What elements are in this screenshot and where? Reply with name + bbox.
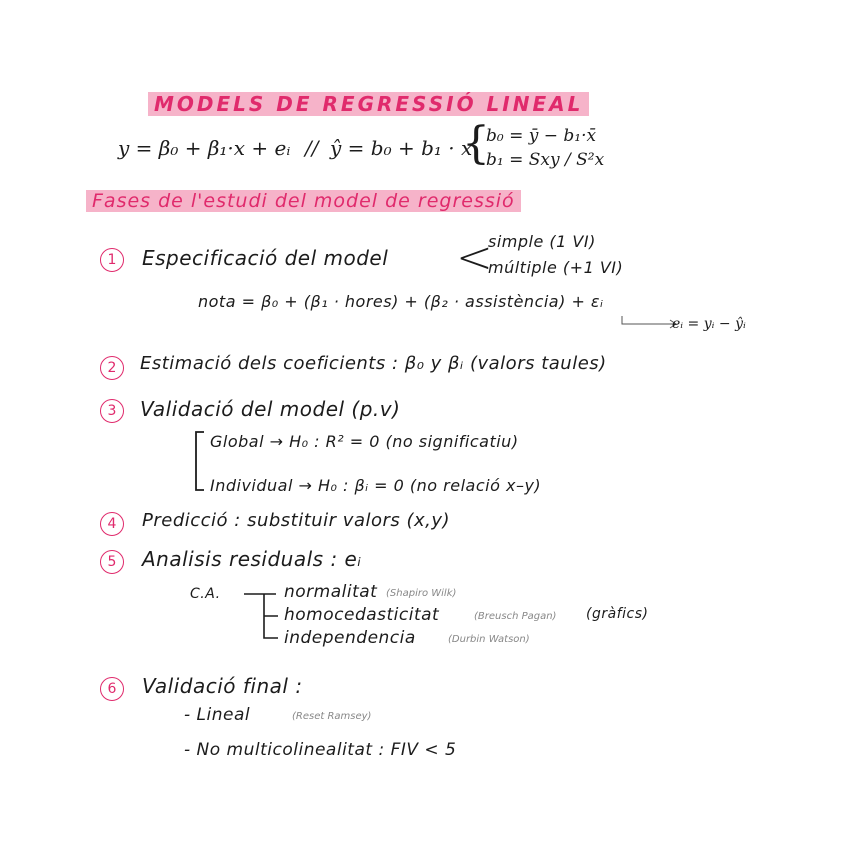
residual-arrow-icon	[620, 314, 680, 330]
phases-heading: Fases de l'estudi del model de regressió	[86, 190, 521, 212]
step-5-normalitat: normalitat	[284, 582, 378, 602]
step-6-number: 6	[100, 677, 124, 701]
step-5-independencia-test: (Durbin Watson)	[448, 634, 530, 645]
step-3-individual: Individual → H₀ : βᵢ = 0 (no relació x–y)	[210, 476, 542, 495]
step-4-number: 4	[100, 512, 124, 536]
b0-formula: b₀ = ȳ − b₁·x̄	[486, 126, 597, 146]
step-6-lineal: - Lineal	[184, 705, 251, 725]
step-4-text: Predicció : substituir valors (x,y)	[142, 510, 451, 531]
sample-formula: ŷ = b₀ + b₁ · x	[330, 136, 473, 160]
step-5-tree-icon	[242, 590, 282, 650]
step-5-grafics: (gràfics)	[586, 606, 649, 622]
b1-formula: b₁ = Sxy / S²x	[486, 150, 605, 170]
step-5-ca: C.A.	[190, 586, 221, 602]
step-5-homocedasticitat-test: (Breusch Pagan)	[474, 611, 557, 622]
step-3-number: 3	[100, 399, 124, 423]
formula-separator: //	[305, 136, 319, 160]
step-5-normalitat-test: (Shapiro Wilk)	[386, 588, 457, 599]
formula-brace: {	[462, 118, 490, 169]
less-than-branch: <	[456, 232, 493, 283]
step-1-multiple: múltiple (+1 VI)	[488, 258, 624, 277]
step-6-lineal-test: (Reset Ramsey)	[292, 711, 372, 722]
step-6-label: Validació final :	[142, 674, 303, 698]
step-1-model-equation: nota = β₀ + (β₁ · hores) + (β₂ · assistència) + εᵢ	[198, 292, 604, 311]
step-5-independencia: independencia	[284, 628, 416, 648]
step-6-multicolinealitat: - No multicolinealitat : FIV < 5	[184, 740, 457, 760]
population-formula: y = β₀ + β₁·x + eᵢ	[118, 136, 291, 160]
step-5-label: Analisis residuals : eᵢ	[142, 547, 362, 571]
step-1-number: 1	[100, 248, 124, 272]
step-3-label: Validació del model (p.v)	[140, 397, 401, 421]
step-1-simple: simple (1 VI)	[488, 232, 596, 251]
step-1-label: Especificació del model	[142, 246, 389, 270]
step-3-global: Global → H₀ : R² = 0 (no significatiu)	[210, 432, 519, 451]
step-2-number: 2	[100, 356, 124, 380]
step-5-number: 5	[100, 550, 124, 574]
step-5-homocedasticitat: homocedasticitat	[284, 605, 440, 625]
step-1-residual: eᵢ = yᵢ − ŷᵢ	[672, 316, 746, 332]
step-3-bracket-icon	[194, 430, 208, 494]
step-2-text: Estimació dels coeficients : β₀ y βᵢ (valors taules)	[140, 353, 607, 374]
page-title: MODELS DE REGRESSIÓ LINEAL	[148, 92, 589, 116]
